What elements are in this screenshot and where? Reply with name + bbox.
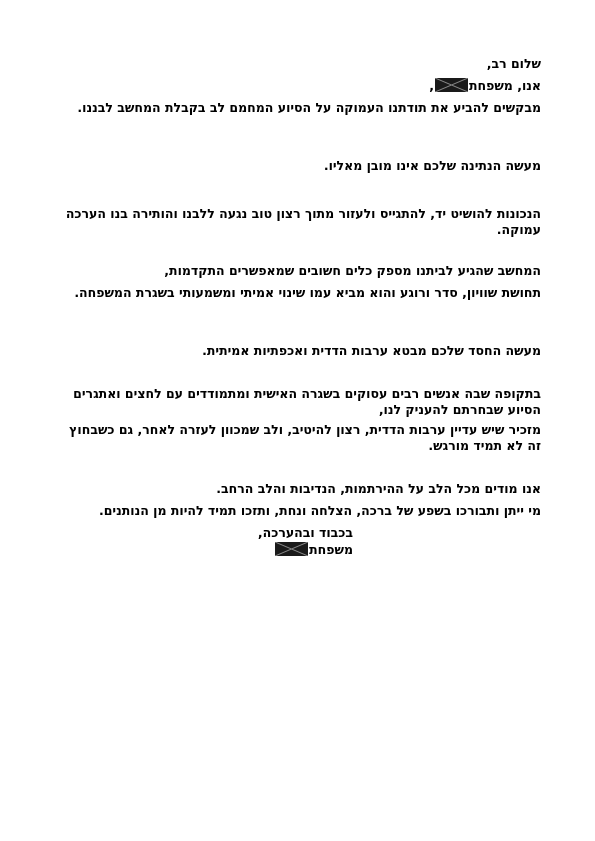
paragraph-giving: מעשה הנתינה שלכם אינו מובן מאליו. — [323, 158, 541, 173]
paragraph-computer-b: תחושת שוויון, סדר ורוגע והוא מביא עמו שינוי אמיתי ומשמעותי בשגרת המשפחה. — [74, 285, 541, 300]
paragraph-computer-a: המחשב שהגיע לביתנו מספק כלים חשובים שמאפשרים התקדמות, — [164, 263, 541, 278]
from-suffix: , — [429, 78, 434, 93]
paragraph-willingness: הנכונות להושיט יד, להתגייס ולעזור מתוך רצון טוב נגעה ללבנו והותירה בנו הערכה עמוקה. — [65, 206, 541, 237]
paragraph-blessing: מי ייתן ותבורכו בשפע של ברכה, הצלחה ונחת, ותזכו תמיד להיות מן הנותנים. — [98, 503, 541, 518]
paragraph-period-a: בתקופה שבה אנשים רבים עסוקים בשגרה האישית ומתמודדים עם לחצים ואתגרים הסיוע שבחרתם להעניק לנו, — [73, 386, 541, 417]
redacted-signature-name — [275, 542, 308, 556]
paragraph-thanks: מבקשים להביע את תודתנו העמוקה על הסיוע המחמם לב בקבלת המחשב לבננו. — [77, 100, 541, 115]
from-prefix: אנו, משפחת — [468, 78, 541, 93]
signature-prefix: משפחת — [309, 542, 353, 557]
paragraph-period-b: מזכיר שיש עדיין ערבות הדדית, רצון להיטיב, ולב שמכוון לעזרה לאחר, גם כשבחוץ זה לא תמיד מורגש. — [69, 422, 541, 453]
redacted-name — [435, 78, 468, 92]
greeting: שלום רב, — [486, 56, 541, 71]
paragraph-gratitude: אנו מודים מכל הלב על ההירתמות, הנדיבות והלב הרחב. — [216, 481, 541, 496]
from-line — [429, 78, 541, 94]
paragraph-kindness: מעשה החסד שלכם מבטא ערבות הדדית ואכפתיות אמיתית. — [202, 343, 541, 358]
signature-line — [0, 542, 541, 558]
closing: בכבוד ובהערכה, — [257, 525, 353, 540]
